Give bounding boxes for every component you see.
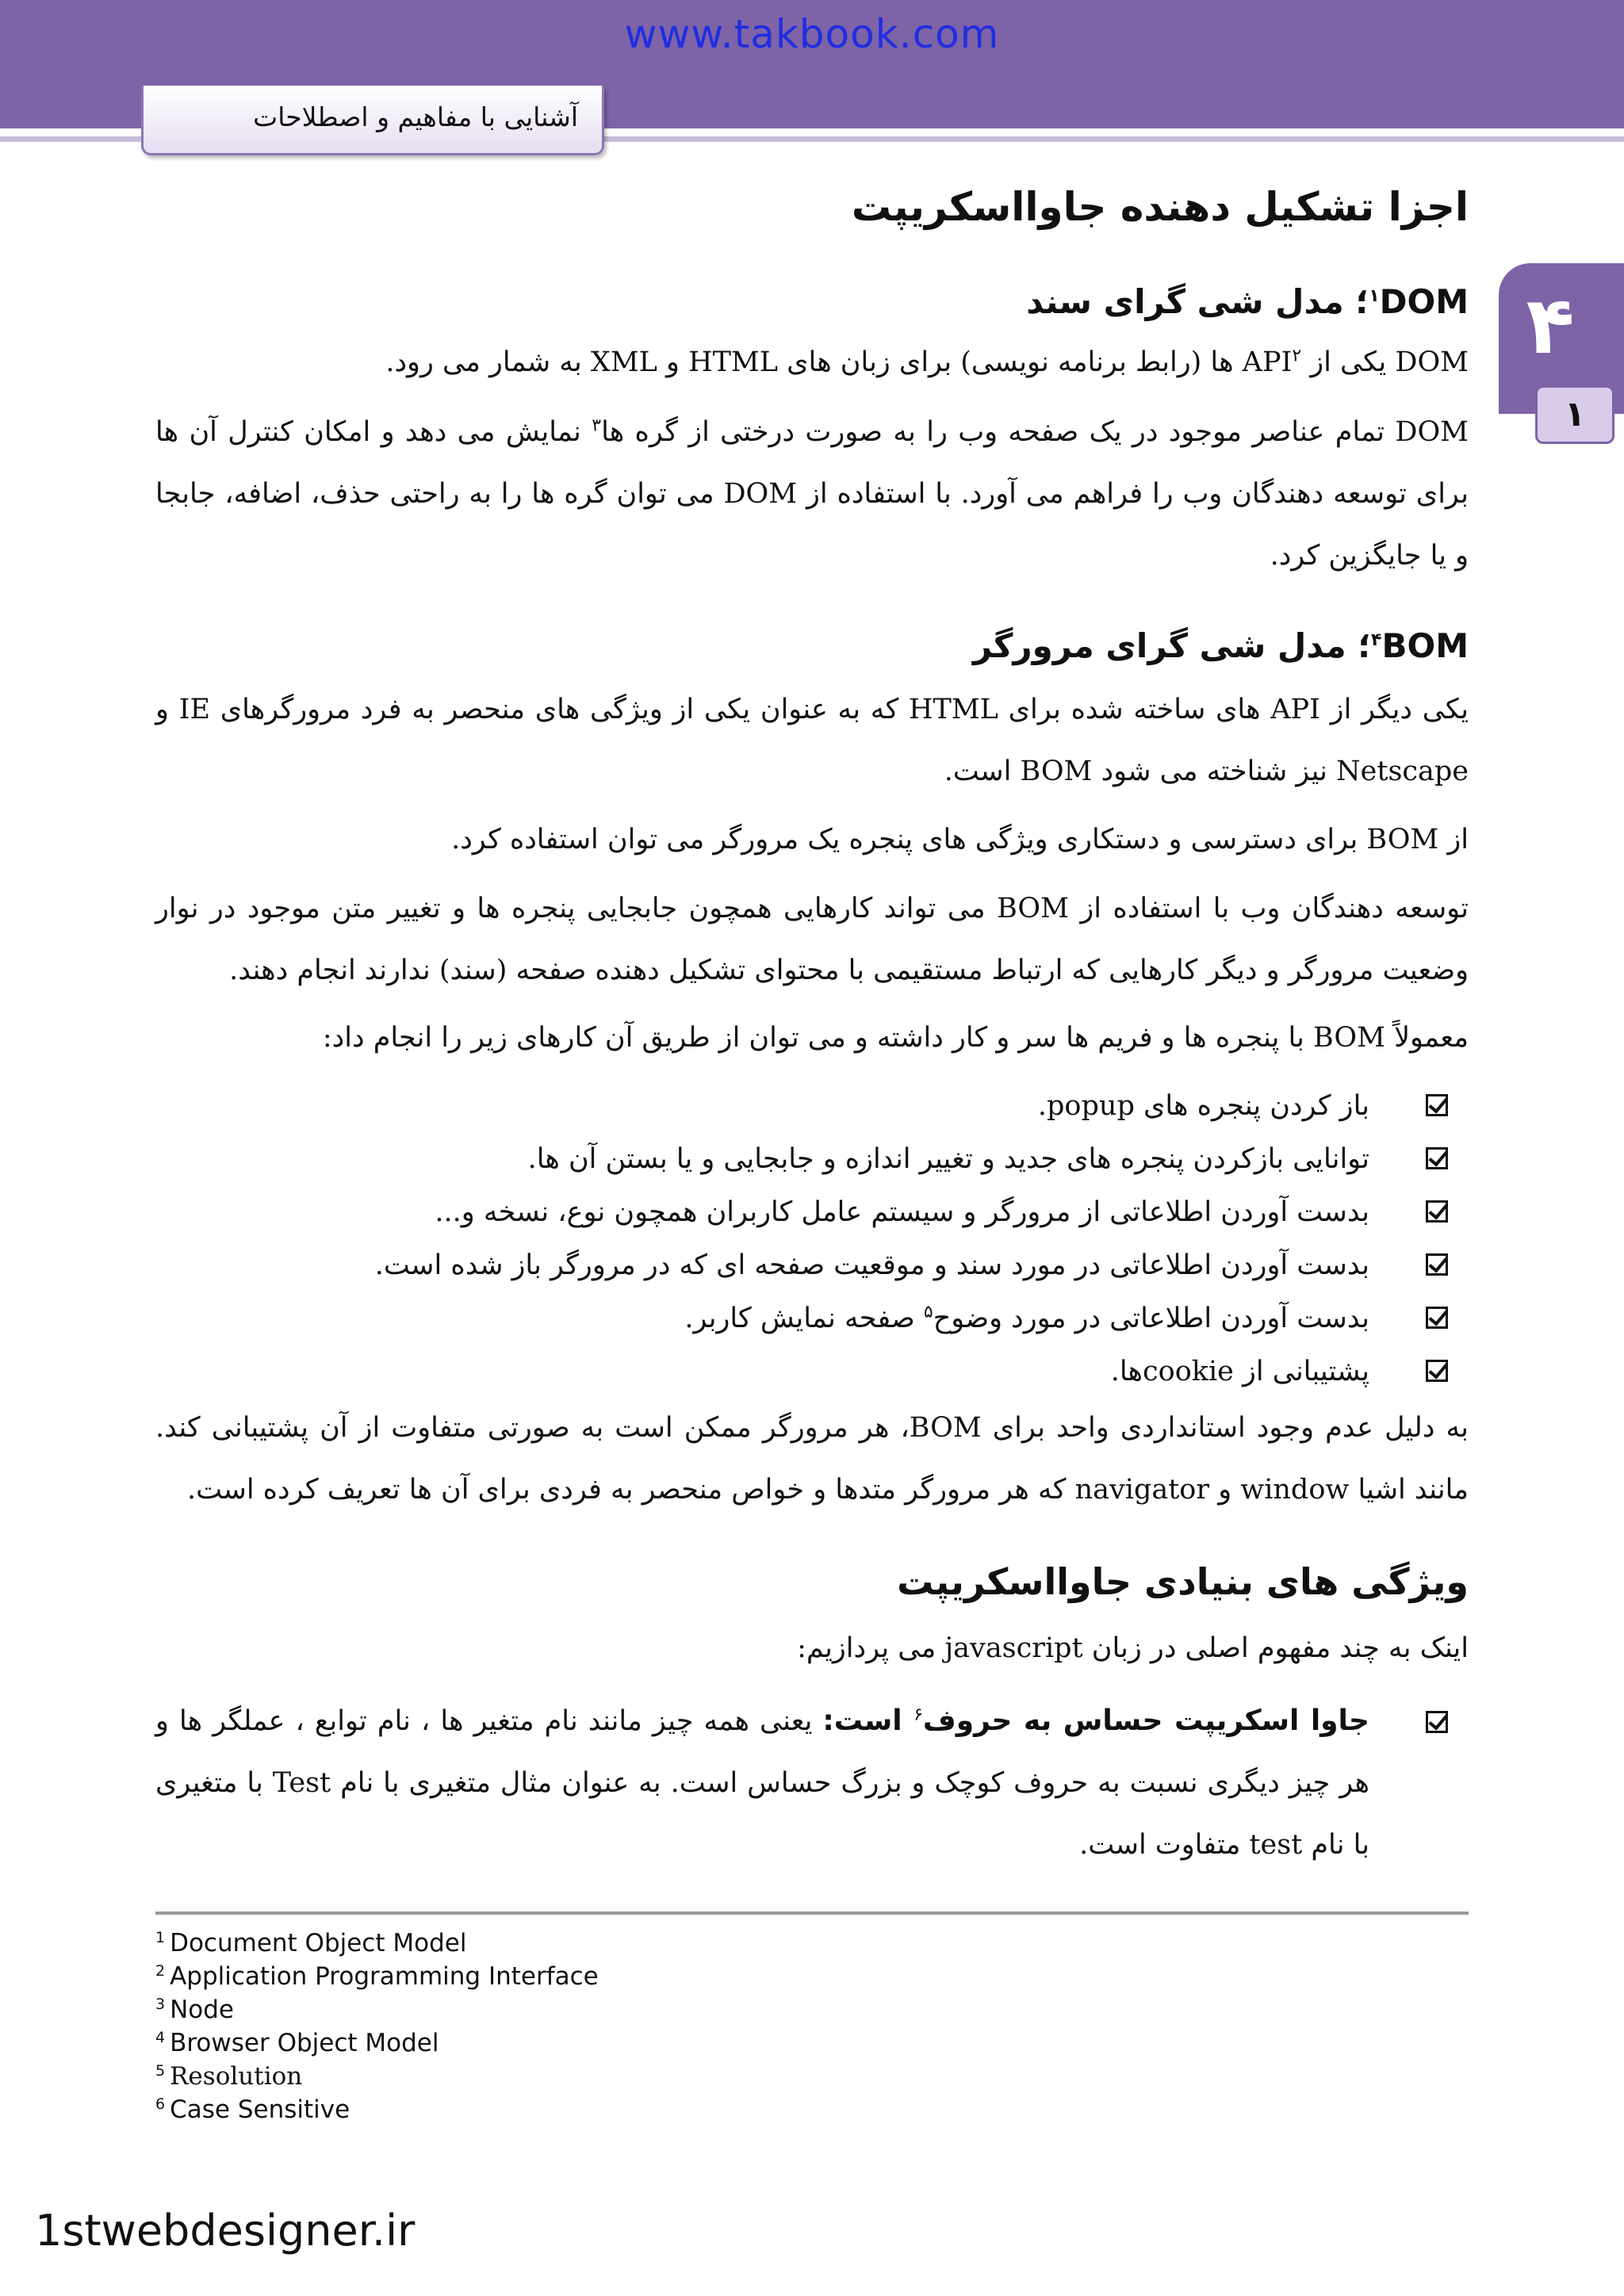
footnote <box>155 1993 599 2026</box>
list-item-text: بدست آوردن اطلاعاتی از مرورگر و سیستم عامل کاربران همچون نوع، نسخه و... <box>435 1196 1369 1228</box>
features-intro: اینک به چند مفهوم اصلی در زبان javascript می پردازیم: <box>797 1632 1469 1664</box>
bom-capabilities-list <box>155 1080 1469 1399</box>
list-item <box>155 1133 1469 1186</box>
dom-p2-end: نمایش می دهد و امکان کنترل آن ها برای توسعه دهندگان وب را فراهم می آورد. با استفاده از DOM می توان گره ها را به راحتی حذف، اضافه، جابجا و یا جایگزین کرد. <box>155 416 1469 572</box>
footnote-text: Application Programming Interface <box>170 1962 599 1991</box>
footnote <box>155 1960 599 1993</box>
dom-label: DOM <box>1379 282 1469 321</box>
footnote-divider <box>155 1911 1469 1915</box>
features-title: ویژگی های بنیادی جاوااسکریپت <box>897 1560 1469 1603</box>
list-item <box>155 1345 1469 1399</box>
list-item <box>155 1239 1469 1292</box>
footnote <box>155 2093 599 2126</box>
chapter-tab <box>141 86 604 155</box>
case-sensitive-footnote-ref: ۶ <box>914 1705 923 1725</box>
footnote-text: Node <box>170 1996 234 2024</box>
chapter-number: ۴ <box>1526 279 1575 372</box>
checkbox-checked-icon <box>1426 1711 1448 1733</box>
checkbox-checked-icon <box>1426 1360 1448 1382</box>
footnote-number: 6 <box>155 2095 166 2113</box>
footnote-number: 5 <box>155 2061 166 2080</box>
list-item-text: بدست آوردن اطلاعاتی در مورد وضوح <box>933 1303 1369 1334</box>
bom-paragraph-1: یکی دیگر از API های ساخته شده برای HTML که به عنوان یکی از ویژگی های منحصر به فرد مرورگرهای IE و Netscape نیز شناخته می شود BOM است. <box>155 694 1469 787</box>
footnote <box>155 2060 599 2093</box>
footnote-text: Document Object Model <box>170 1929 467 1957</box>
list-item-text: توانایی بازکردن پنجره های جدید و تغییر اندازه و جابجایی و یا بستن آن ها. <box>527 1143 1369 1175</box>
footnote-number: 2 <box>155 1961 166 1980</box>
footnote-number: 3 <box>155 1995 166 2013</box>
node-footnote-ref: ۳ <box>592 415 602 436</box>
resolution-footnote-ref: ۵ <box>923 1302 933 1322</box>
dom-heading-text: ؛ مدل شی گرای سند <box>1026 282 1369 321</box>
feature-case-sensitive <box>155 1690 1469 1876</box>
footnotes <box>155 1927 599 2126</box>
bom-paragraph-4: معمولاً BOM با پنجره ها و فریم ها سر و کار داشته و می توان از طریق آن کارهای زیر را انجام داد: <box>322 1022 1469 1054</box>
footer-brand[interactable]: 1stwebdesigner.ir <box>35 2206 416 2256</box>
main-title: اجزا تشکیل دهنده جاوااسکریپت <box>851 184 1469 230</box>
chapter-title: آشنایی با مفاهیم و اصطلاحات <box>253 101 578 132</box>
section-number: ۱ <box>1535 385 1614 444</box>
dom-p1-end: ها (رابط برنامه نویسی) برای زبان های HTML و XML به شمار می رود. <box>385 346 1243 378</box>
checkbox-checked-icon <box>1426 1200 1448 1223</box>
dom-p2-start: DOM تمام عناصر موجود در یک صفحه وب را به صورت درختی از گره ها <box>601 416 1469 448</box>
feature-bold-end: است: <box>822 1705 914 1737</box>
dom-p1-start: DOM یکی از API <box>1242 346 1469 378</box>
list-item <box>155 1292 1469 1345</box>
footnote-text: Resolution <box>170 2062 303 2091</box>
bom-label: BOM <box>1381 626 1469 665</box>
dom-footnote-ref: ۱ <box>1369 286 1380 306</box>
bom-paragraph-2: از BOM برای دسترسی و دستکاری ویژگی های پنجره یک مرورگر می توان استفاده کرد. <box>451 824 1469 855</box>
checkbox-checked-icon <box>1426 1094 1448 1116</box>
checkbox-checked-icon <box>1426 1253 1448 1276</box>
site-url[interactable]: www.takbook.com <box>624 11 1000 57</box>
footnote-text: Browser Object Model <box>170 2029 439 2057</box>
dom-heading <box>1026 282 1469 321</box>
list-item-text-tail: صفحه نمایش کاربر. <box>684 1303 924 1334</box>
footnote <box>155 1927 599 1960</box>
list-item-text: باز کردن پنجره های popup. <box>1037 1090 1369 1122</box>
bom-heading <box>973 626 1469 665</box>
dom-paragraph-1 <box>385 331 1469 393</box>
bom-heading-text: ؛ مدل شی گرای مرورگر <box>972 626 1372 665</box>
dom-paragraph-2 <box>155 401 1469 587</box>
list-item-text: بدست آوردن اطلاعاتی در مورد سند و موقعیت صفحه ای که در مرورگر باز شده است. <box>374 1249 1369 1281</box>
footnote-number: 4 <box>155 2028 166 2046</box>
api-footnote-ref: ۲ <box>1292 346 1302 366</box>
feature-text: یعنی همه چیز مانند نام متغیر ها ، نام توابع ، عملگر ها و هر چیز دیگری نسبت به حروف کوچک و بزرگ حساس است. به عنوان مثال متغیری با نام Test با متغیری با نام test متفاوت است. <box>155 1705 1369 1861</box>
list-item-text: پشتیبانی از cookieها. <box>1110 1356 1369 1387</box>
bom-paragraph-3: توسعه دهندگان وب با استفاده از BOM می تواند کارهایی همچون جابجایی پنجره ها و تغییر متن موجود در نوار وضعیت مرورگر و دیگر کارهایی که ارتباط مستقیمی با محتوای تشکیل دهنده صفحه (سند) ندارند انجام دهند. <box>155 893 1469 986</box>
bom-footnote-ref: ۴ <box>1371 630 1382 650</box>
footnote-number: 1 <box>155 1928 166 1946</box>
checkbox-checked-icon <box>1426 1147 1448 1169</box>
feature-bold-start: جاوا اسکریپت حساس به حروف <box>922 1705 1369 1737</box>
checkbox-checked-icon <box>1426 1307 1448 1329</box>
list-item <box>155 1080 1469 1133</box>
footnote <box>155 2026 599 2060</box>
list-item <box>155 1186 1469 1239</box>
footnote-text: Case Sensitive <box>170 2095 350 2124</box>
bom-paragraph-5: به دلیل عدم وجود استانداردی واحد برای BOM، هر مرورگر ممکن است به صورتی متفاوت از آن پشتیبانی کند. مانند اشیا window و navigator که هر مرورگر متدها و خواص منحصر به فردی برای آن ها تعریف کرده است. <box>155 1412 1469 1506</box>
